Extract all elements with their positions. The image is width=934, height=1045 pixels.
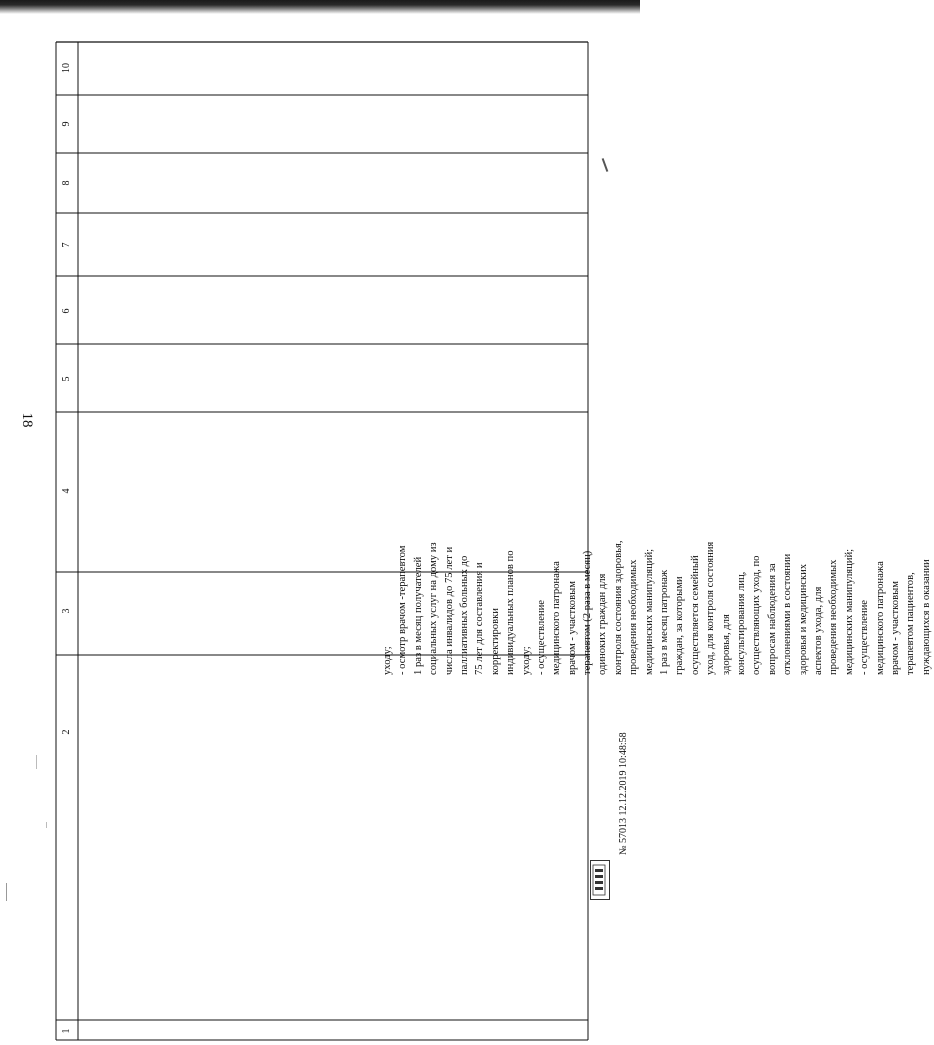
col2-line: консультирования лиц, (735, 571, 747, 675)
col2-line: уходу; (382, 646, 393, 675)
col2-line: медицинских манипуляций; (843, 548, 855, 675)
col2-line: проведения необходимых (628, 559, 640, 675)
col2-line: отклонениями в состоянии (782, 553, 794, 675)
col-header-5: 5 (61, 376, 72, 382)
col2-line: врачом - участковым (566, 581, 578, 675)
col-header-6: 6 (61, 308, 72, 314)
col2-line: терапевтом (2 раза в месяц) (582, 550, 594, 675)
logo-graphic (591, 861, 609, 899)
col2-line: врачом - участковым (889, 581, 901, 675)
col2-line: - осуществление (535, 600, 547, 675)
col2-line: граждан, за которыми (674, 576, 686, 675)
col2-line: медицинских манипуляций; (643, 548, 655, 675)
col-header-10: 10 (61, 63, 72, 73)
col2-line: социальных услуг на дому из (428, 542, 440, 675)
col2-line: паллиативных больных до (458, 555, 470, 675)
col2-line: уходу; (520, 646, 532, 675)
col2-line: числа инвалидов до 75 лет и (443, 546, 455, 675)
col2-line: медицинского патронажа (551, 561, 563, 675)
col2-line: 1 раз в месяц получателей (412, 556, 424, 675)
col2-line: индивидуальных планов по (505, 550, 517, 675)
col2-cell-text (380, 279, 932, 675)
col2-line: 75 лет для составления и (474, 562, 486, 675)
col2-line: здоровья и медицинских (797, 563, 809, 675)
col2-line: - осмотр врачом -терапевтом (397, 545, 409, 675)
col2-line: уход, для контроля состояния (705, 541, 717, 675)
col-header-7: 7 (61, 242, 72, 248)
col-header-1: 1 (61, 1028, 72, 1034)
margin-mark-bottom (6, 883, 7, 901)
col2-line: проведения необходимых (828, 559, 840, 675)
margin-mark-left (36, 755, 37, 769)
col2-line: аспектов ухода, для (812, 586, 824, 675)
col2-line: контроля состояния здоровья, (612, 540, 624, 675)
col2-line: осуществляется семейный (689, 555, 701, 675)
col-header-9: 9 (61, 121, 72, 127)
col2-line: здоровья, для (720, 614, 732, 675)
col2-line: осуществляющих уход, по (751, 555, 763, 675)
col2-line: нуждающихся в оказании (920, 559, 932, 675)
col-header-8: 8 (61, 180, 72, 186)
col2-line: медицинского патронажа (874, 561, 886, 675)
page-number: 18 (19, 412, 35, 428)
document-logo (590, 860, 610, 900)
col-header-4: 4 (61, 488, 72, 494)
col-header-2: 2 (61, 729, 72, 735)
col2-line: терапевтом пациентов, (905, 572, 917, 675)
col2-line: 1 раз в месяц патронаж (659, 569, 671, 675)
margin-mark-left-2 (46, 822, 47, 828)
col2-line: корректировки (489, 608, 501, 675)
col2-line: - осуществление (859, 600, 871, 675)
col2-line: одиноких граждан для (597, 573, 609, 675)
doc-stamp: № 57013 12.12.2019 10:48:58 (618, 732, 629, 855)
col2-line: вопросам наблюдения за (766, 563, 778, 675)
col-header-3: 3 (61, 608, 72, 614)
